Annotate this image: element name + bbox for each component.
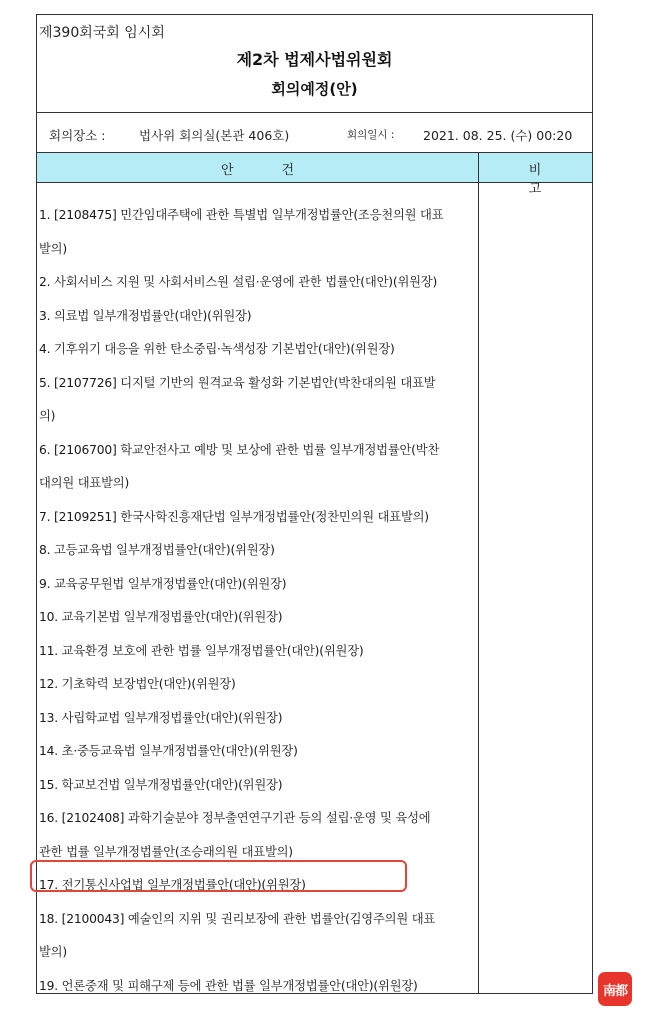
watermark-logo: 南都 bbox=[598, 972, 632, 1006]
agenda-item: 8. 고등교육법 일부개정법률안(대안)(위원장) bbox=[39, 543, 275, 557]
agenda-document bbox=[36, 14, 593, 994]
agenda-item: 18. [2100043] 예술인의 지위 및 권리보장에 관한 법률안(김영주의원 대표 bbox=[39, 911, 436, 926]
venue-label: 회의장소 : bbox=[49, 128, 106, 143]
committee-title: 제2차 법제사법위원회 bbox=[236, 50, 393, 69]
agenda-item: 발의) bbox=[39, 945, 67, 959]
agenda-column-header: 안건 bbox=[220, 163, 343, 178]
highlight-box bbox=[30, 860, 407, 892]
agenda-item: 11. 교육환경 보호에 관한 법률 일부개정법률안(대안)(위원장) bbox=[39, 643, 364, 658]
agenda-item-highlighted: 17. 전기통신사업법 일부개정법률안(대안)(위원장) bbox=[39, 878, 306, 892]
agenda-item: 15. 학교보건법 일부개정법률안(대안)(위원장) bbox=[39, 777, 283, 792]
agenda-item: 발의) bbox=[39, 241, 67, 256]
agenda-item: 관한 법률 일부개정법률안(조승래의원 대표발의) bbox=[39, 844, 293, 859]
agenda-item: 7. [2109251] 한국사학진흥재단법 일부개정법률안(정찬민의원 대표발의) bbox=[39, 509, 429, 524]
session-label: 제390회국회 임시회 bbox=[39, 25, 165, 41]
column-divider bbox=[478, 152, 479, 993]
date-value: 2021. 08. 25. (수) 00:20 bbox=[423, 128, 573, 143]
agenda-item: 10. 교육기본법 일부개정법률안(대안)(위원장) bbox=[39, 610, 283, 624]
venue-value: 법사위 회의실(본관 406호) bbox=[139, 128, 290, 143]
agenda-item: 19. 언론중재 및 피해구제 등에 관한 법률 일부개정법률안(대안)(위원장) bbox=[39, 978, 418, 993]
agenda-item: 14. 초·중등교육법 일부개정법률안(대안)(위원장) bbox=[39, 744, 298, 758]
agenda-item: 2. 사회서비스 지원 및 사회서비스원 설립·운영에 관한 법률안(대안)(위원장) bbox=[39, 275, 438, 289]
agenda-item: 1. [2108475] 민간임대주택에 관한 특별법 일부개정법률안(조응천의원 대표 bbox=[39, 208, 444, 222]
document-subtitle: 회의예정(안) bbox=[271, 80, 358, 98]
agenda-item: 13. 사립학교법 일부개정법률안(대안)(위원장) bbox=[39, 710, 283, 725]
document-header bbox=[37, 15, 592, 113]
agenda-item: 9. 교육공무원법 일부개정법률안(대안)(위원장) bbox=[39, 576, 287, 591]
agenda-item: 의) bbox=[39, 409, 56, 423]
agenda-item: 12. 기초학력 보장법안(대안)(위원장) bbox=[39, 677, 236, 691]
agenda-item: 5. [2107726] 디지털 기반의 원격교육 활성화 기본법안(박찬대의원 대표발 bbox=[39, 375, 436, 390]
remarks-column-header: 비고 bbox=[528, 163, 574, 197]
date-label: 회의일시 : bbox=[347, 129, 395, 141]
agenda-item: 3. 의료법 일부개정법률안(대안)(위원장) bbox=[39, 308, 252, 323]
agenda-item: 4. 기후위기 대응을 위한 탄소중립·녹색성장 기본법안(대안)(위원장) bbox=[39, 342, 395, 356]
agenda-item: 대의원 대표발의) bbox=[39, 476, 130, 490]
table-header bbox=[37, 152, 592, 197]
agenda-item: 16. [2102408] 과학기술분야 정부출연연구기관 등의 설립·운영 및 육성에 bbox=[39, 811, 431, 825]
agenda-item: 6. [2106700] 학교안전사고 예방 및 보상에 관한 법률 일부개정법률안(박찬 bbox=[39, 442, 440, 457]
meeting-info bbox=[37, 112, 592, 152]
